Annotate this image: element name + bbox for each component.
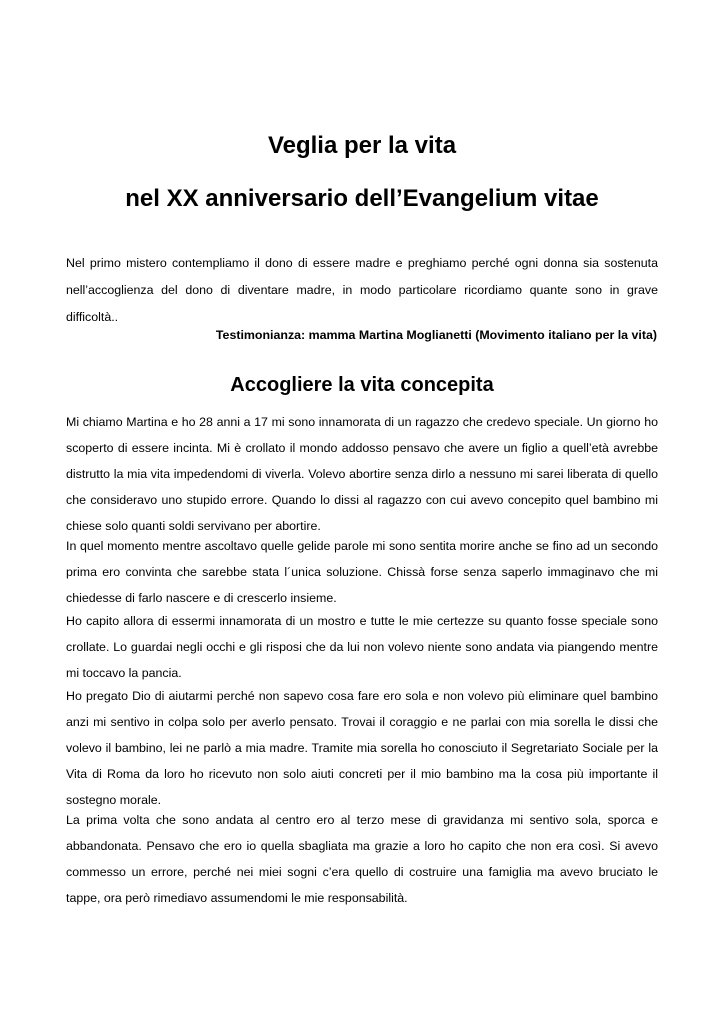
section-title: Accogliere la vita concepita	[230, 374, 494, 396]
body-paragraph-2: In quel momento mentre ascoltavo quelle gelide parole mi sono sentita morire anche se fino ad un secondo prima ero convinta che sarebbe stata l´unica soluzione. Chissà forse senza saperlo immaginavo che mi chiedesse di farlo nascere e di crescerlo insieme.	[66, 539, 658, 605]
body-paragraph-5: La prima volta che sono andata al centro ero al terzo mese di gravidanza mi sentivo sola, sporca e abbandonata. Pensavo che ero io quella sbagliata ma grazie a loro ho capito che non era così. Si avevo commesso un errore, perché nei miei sogni c’era quello di costruire una famiglia ma avevo bruciato le tappe, ora però rimediavo assumendomi le mie responsabilità.	[66, 813, 658, 905]
intro-paragraph: Nel primo mistero contempliamo il dono di essere madre e preghiamo perché ogni donna sia sostenuta nell’accoglienza del dono di diventare madre, in modo particolare ricordiamo quante sono in grave difficoltà..	[66, 256, 658, 324]
body-paragraph-1: Mi chiamo Martina e ho 28 anni a 17 mi sono innamorata di un ragazzo che credevo speciale. Un giorno ho scoperto di essere incinta. Mi è crollato il mondo addosso pensavo che avere un figlio a quell’età avrebbe distrutto la mia vita impedendomi di viverla. Volevo abortire senza dirlo a nessuno mi sarei liberata di quello che consideravo uno stupido errore. Quando lo dissi al ragazzo con cui avevo concepito quel bambino mi chiese solo quanti soldi servivano per abortire.	[66, 415, 658, 533]
body-paragraph-4: Ho pregato Dio di aiutarmi perché non sapevo cosa fare ero sola e non volevo più eliminare quel bambino anzi mi sentivo in colpa solo per averlo pensato. Trovai il coraggio e ne parlai con mia sorella le dissi che volevo il bambino, lei ne parlò a mia madre. Tramite mia sorella ho conosciuto il Segretariato Sociale per la Vita di Roma da loro ho ricevuto non solo aiuti concreti per il mio bambino ma la cosa più importante il sostegno morale.	[66, 689, 658, 807]
title-line-1: Veglia per la vita	[267, 132, 457, 159]
title-line-2: nel XX anniversario dell’Evangelium vitae	[125, 185, 599, 212]
body-paragraph-3: Ho capito allora di essermi innamorata di un mostro e tutte le mie certezze su quanto fosse speciale sono crollate. Lo guardai negli occhi e gli risposi che da lui non volevo niente sono andata via piangendo mentre mi toccavo la pancia.	[66, 614, 658, 680]
testimony-credit: Testimonianza: mamma Martina Moglianetti (Movimento italiano per la vita)	[215, 328, 657, 342]
